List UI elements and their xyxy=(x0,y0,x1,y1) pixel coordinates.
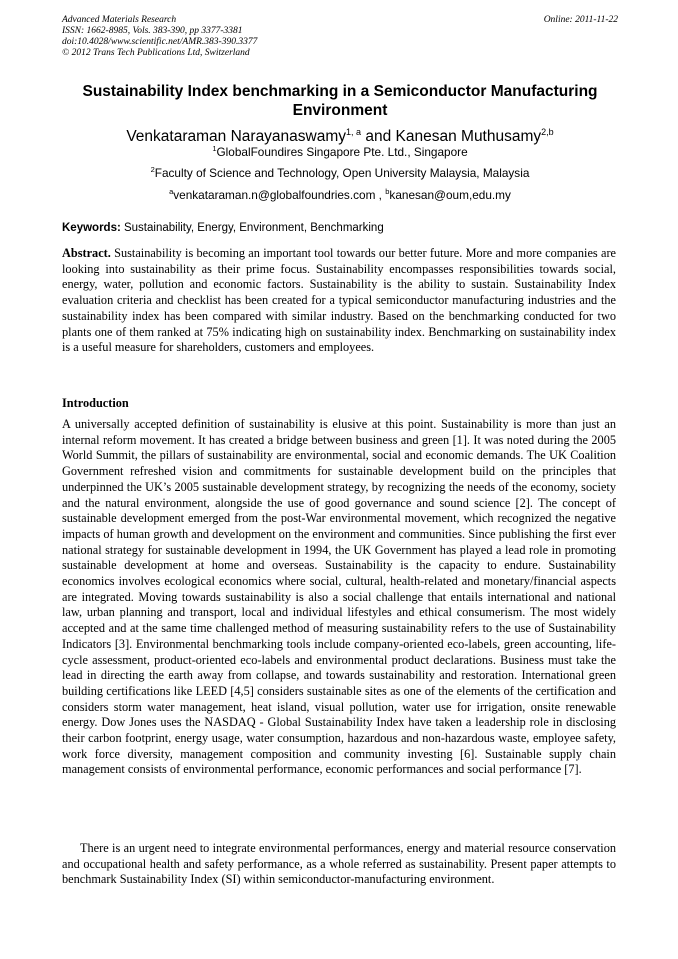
email-link[interactable]: kanesan@oum,edu.my xyxy=(389,188,511,202)
email-separator: , xyxy=(375,188,386,202)
introduction-paragraph-1: A universally accepted definition of sustainability is elusive at this point. Sustainability is more than just an internal reform movement. It has created a bridge between business and green [1]. It was noted during the 2005 World Summit, the pillars of sustainability are environmental, social and economic demands. The UK Coalition Government refreshed vision and commitments for sustainable development build on the principles that underpinned the UK’s 2005 sustainable development strategy, by recognizing the needs of the economy, society and the natural environment, alongside the use of good governance and sound science [2]. The concept of sustainable development emerged from the post-War environmental movement, which recognized the negative impacts of human growth and development on the environment and communities. Since publishing the first ever national strategy for sustainable development in 1994, the UK Government has played a lead role in promoting sustainable development at home and overseas. Sustainability is the capacity to endure. Sustainability economics involves ecological economics where social, cultural, health-related and monetary/financial aspects are integrated. Moving towards sustainability is also a social challenge that entails international and national law, urban planning and transport, local and individual lifestyles and ethical consumerism. The most widely accepted and at the same time challenged method of measuring sustainability refers to the use of Sustainability Indicators [3]. Environmental benchmarking tools include company-oriented eco-labels, green accounting, life-cycle assessment, product-oriented eco-labels and environmental product declarations. Business must take the lead in directing the earth away from collapse, and towards sustainability and restoration. International green building certifications like LEED [4,5] considers sustainable sites as one of the elements of the certification and considers storm water management, heat island, visual pollution, water use for irrigation, onsite renewable energy. Dow Jones uses the NASDAQ - Global Sustainability Index have taken a leadership role in disclosing their carbon footprint, energy usage, water consumption, hazardous and non-hazardous waste, employee safety, work force diversity, management composition and community investing [6]. Sustainable supply chain management consists of environmental performance, economic performances and social performance [7]. xyxy=(62,417,616,777)
author-name: Venkataraman Narayanaswamy xyxy=(126,128,347,145)
paper-title: Sustainability Index benchmarking in a Semiconductor Manufacturing Environment xyxy=(82,83,598,119)
keywords-line xyxy=(62,221,618,235)
abstract-label: Abstract. xyxy=(62,246,111,260)
introduction-paragraph-2: There is an urgent need to integrate environmental performances, energy and material resource conservation and occupational health and safety performance, as a whole referred as sustainability. Present paper attempts to benchmark Sustainability Index (SI) within semiconductor-manufacturing environment. xyxy=(62,841,616,887)
email-superscript: a xyxy=(169,187,174,196)
email-superscript: b xyxy=(385,187,390,196)
author-superscript: 1, a xyxy=(346,127,362,137)
online-date: Online: 2011-11-22 xyxy=(543,15,618,25)
journal-header xyxy=(62,15,618,59)
author-name: Kanesan Muthusamy xyxy=(395,128,542,145)
abstract-paragraph xyxy=(62,246,616,356)
author-superscript: 2,b xyxy=(541,127,554,137)
affiliation-2 xyxy=(62,163,618,180)
journal-name: Advanced Materials Research xyxy=(62,15,177,25)
author-emails xyxy=(62,185,618,202)
keywords-label: Keywords: xyxy=(62,222,121,234)
journal-issn: ISSN: 1662-8985, Vols. 383-390, pp 3377-3381 xyxy=(62,26,243,36)
copyright-notice: © 2012 Trans Tech Publications Ltd, Switzerland xyxy=(62,48,250,58)
keywords-text: Sustainability, Energy, Environment, Benchmarking xyxy=(120,222,384,234)
author-conjunction: and xyxy=(361,128,396,145)
affiliation-text: Faculty of Science and Technology, Open University Malaysia, Malaysia xyxy=(154,166,530,180)
email-link[interactable]: venkataraman.n@globalfoundries.com xyxy=(173,188,376,202)
affiliation-text: GlobalFoundires Singapore Pte. Ltd., Singapore xyxy=(216,145,468,159)
journal-doi: doi:10.4028/www.scientific.net/AMR.383-390.3377 xyxy=(62,37,258,47)
section-heading-introduction: Introduction xyxy=(62,396,129,410)
abstract-text: Sustainability is becoming an important tool towards our better future. More and more companies are looking into sustainability as their prime focus. Sustainability encompasses responsibilities towards social, energy, water, pollution and economic factors. Sustainability is the ability to sustain. Sustainability Index evaluation criteria and checklist has been created for a typical semiconductor manufacturing industries and the sustainability index has been compared with similar industry. Based on the benchmarking conducted for two plants one of them ranked at 75% indicating high on sustainability index. Benchmarking on sustainability index is a useful measure for shareholders, customers and employees. xyxy=(62,246,616,355)
affiliation-1 xyxy=(62,142,618,159)
affiliation-superscript: 2 xyxy=(150,165,155,174)
affiliation-superscript: 1 xyxy=(212,144,217,153)
